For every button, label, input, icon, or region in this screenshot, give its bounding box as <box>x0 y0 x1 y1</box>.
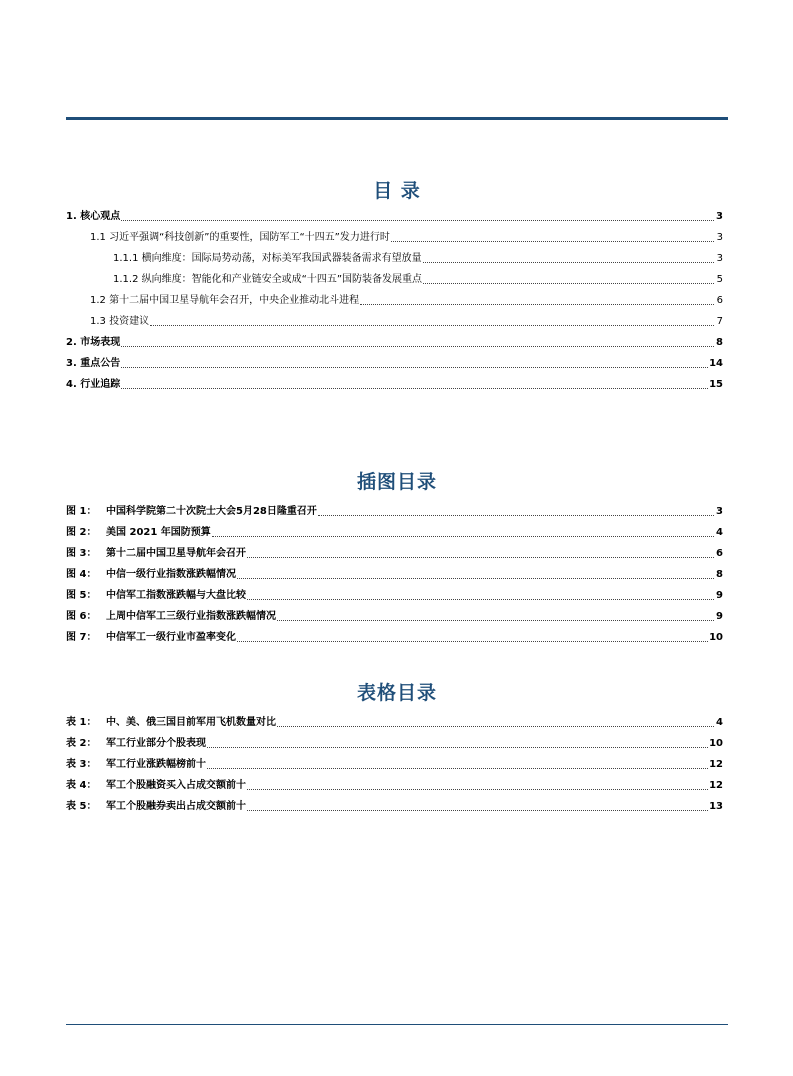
leader-dots <box>237 641 708 642</box>
toc-entry[interactable] <box>66 223 723 244</box>
table-page: 10 <box>709 738 723 749</box>
figure-entry[interactable] <box>66 623 723 644</box>
leader-dots <box>237 578 714 579</box>
figure-page: 8 <box>716 569 723 580</box>
figure-page: 9 <box>716 611 723 622</box>
figure-number: 图 1： <box>66 506 97 517</box>
table-text: 军工个股融资买入占成交额前十 <box>106 780 246 791</box>
toc-entry[interactable] <box>66 349 723 370</box>
toc-entry-page: 7 <box>716 316 723 327</box>
figure-entry[interactable] <box>66 539 723 560</box>
toc-entry-text: 投资建议 <box>109 316 150 327</box>
figure-text: 美国 2021 年国防预算 <box>106 527 211 538</box>
table-page: 13 <box>709 801 723 812</box>
figure-page: 4 <box>716 527 723 538</box>
table-text: 军工行业部分个股表现 <box>106 738 206 749</box>
toc-entry-page: 15 <box>709 379 723 390</box>
table-number: 表 1： <box>66 717 97 728</box>
table-entry[interactable] <box>66 792 723 813</box>
figure-number: 图 3： <box>66 548 97 559</box>
table-number: 表 4： <box>66 780 97 791</box>
toc-entry-page: 6 <box>716 295 723 306</box>
table-text: 军工行业涨跌幅榜前十 <box>106 759 206 770</box>
leader-dots <box>277 620 714 621</box>
toc-entry[interactable] <box>66 328 723 349</box>
toc-entry-text: 第十二届中国卫星导航年会召开，中央企业推动北斗进程 <box>109 295 360 306</box>
toc-entry[interactable] <box>66 370 723 391</box>
leader-dots <box>247 599 714 600</box>
table-entry[interactable] <box>66 729 723 750</box>
figure-text: 第十二届中国卫星导航年会召开 <box>106 548 246 559</box>
figure-entry[interactable] <box>66 581 723 602</box>
figure-number: 图 2： <box>66 527 97 538</box>
toc-title: 目 录 <box>373 180 421 202</box>
leader-dots <box>121 220 714 221</box>
table-list <box>66 708 723 813</box>
tables-title: 表格目录 <box>356 682 437 704</box>
figure-entry[interactable] <box>66 497 723 518</box>
toc-entry-number: 1. <box>66 211 77 222</box>
figure-number: 图 7： <box>66 632 97 643</box>
table-number: 表 5： <box>66 801 97 812</box>
toc-entry-number: 4. <box>66 379 77 390</box>
toc-entry-number: 1.1 <box>90 232 106 243</box>
leader-dots <box>121 367 708 368</box>
footer-rule <box>66 1024 728 1025</box>
figure-text: 中信一级行业指数涨跌幅情况 <box>106 569 236 580</box>
table-page: 12 <box>709 759 723 770</box>
figure-list <box>66 497 723 644</box>
figure-text: 中信军工一级行业市盈率变化 <box>106 632 236 643</box>
leader-dots <box>277 726 714 727</box>
figure-page: 3 <box>716 506 723 517</box>
toc-entry-text: 核心观点 <box>80 211 121 222</box>
toc-entry[interactable] <box>66 286 723 307</box>
figure-page: 9 <box>716 590 723 601</box>
leader-dots <box>360 304 714 305</box>
leader-dots <box>247 810 708 811</box>
toc-entry-text: 行业追踪 <box>80 379 121 390</box>
table-entry[interactable] <box>66 708 723 729</box>
toc-entry-text: 习近平强调“科技创新”的重要性，国防军工“十四五”发力进行时 <box>109 232 390 243</box>
table-entry[interactable] <box>66 750 723 771</box>
toc-entry-page: 3 <box>716 253 723 264</box>
toc-entry-page: 3 <box>716 211 723 222</box>
toc-entry-number: 1.1.1 <box>113 253 139 264</box>
figure-entry[interactable] <box>66 518 723 539</box>
figure-number: 图 5： <box>66 590 97 601</box>
figure-text: 上周中信军工三级行业指数涨跌幅情况 <box>106 611 276 622</box>
figure-number: 图 6： <box>66 611 97 622</box>
figure-text: 中信军工指数涨跌幅与大盘比较 <box>106 590 246 601</box>
toc-entry-page: 8 <box>716 337 723 348</box>
figure-text: 中国科学院第二十次院士大会5月28日隆重召开 <box>106 506 317 517</box>
header-rule <box>66 117 728 120</box>
figures-title: 插图目录 <box>356 471 437 493</box>
leader-dots <box>247 557 714 558</box>
leader-dots <box>121 388 708 389</box>
leader-dots <box>423 283 714 284</box>
leader-dots <box>423 262 714 263</box>
leader-dots <box>247 789 708 790</box>
leader-dots <box>207 747 708 748</box>
leader-dots <box>207 768 708 769</box>
toc-entry[interactable] <box>66 202 723 223</box>
figure-page: 10 <box>709 632 723 643</box>
leader-dots <box>212 536 714 537</box>
leader-dots <box>318 515 714 516</box>
toc-entry-text: 纵向维度：智能化和产业链安全或成“十四五”国防装备发展重点 <box>141 274 423 285</box>
toc-entry-number: 1.1.2 <box>113 274 139 285</box>
toc-entry-text: 重点公告 <box>80 358 121 369</box>
leader-dots <box>150 325 714 326</box>
leader-dots <box>391 241 714 242</box>
figure-page: 6 <box>716 548 723 559</box>
table-page: 12 <box>709 780 723 791</box>
table-page: 4 <box>716 717 723 728</box>
toc-entry-number: 1.2 <box>90 295 106 306</box>
figure-entry[interactable] <box>66 560 723 581</box>
figure-number: 图 4： <box>66 569 97 580</box>
table-number: 表 2： <box>66 738 97 749</box>
table-number: 表 3： <box>66 759 97 770</box>
toc-entry[interactable] <box>66 244 723 265</box>
toc-entry-text: 横向维度：国际局势动荡，对标美军我国武器装备需求有望放量 <box>141 253 422 264</box>
toc-entry[interactable] <box>66 307 723 328</box>
toc-entry-number: 2. <box>66 337 77 348</box>
toc-entry-page: 14 <box>709 358 723 369</box>
toc-entry-page: 5 <box>716 274 723 285</box>
toc-list <box>66 202 723 391</box>
figure-entry[interactable] <box>66 602 723 623</box>
toc-entry-number: 3. <box>66 358 77 369</box>
leader-dots <box>121 346 714 347</box>
table-text: 军工个股融券卖出占成交额前十 <box>106 801 246 812</box>
toc-entry-number: 1.3 <box>90 316 106 327</box>
toc-entry-page: 3 <box>716 232 723 243</box>
toc-entry[interactable] <box>66 265 723 286</box>
toc-entry-text: 市场表现 <box>80 337 121 348</box>
table-text: 中、美、俄三国目前军用飞机数量对比 <box>106 717 276 728</box>
table-entry[interactable] <box>66 771 723 792</box>
